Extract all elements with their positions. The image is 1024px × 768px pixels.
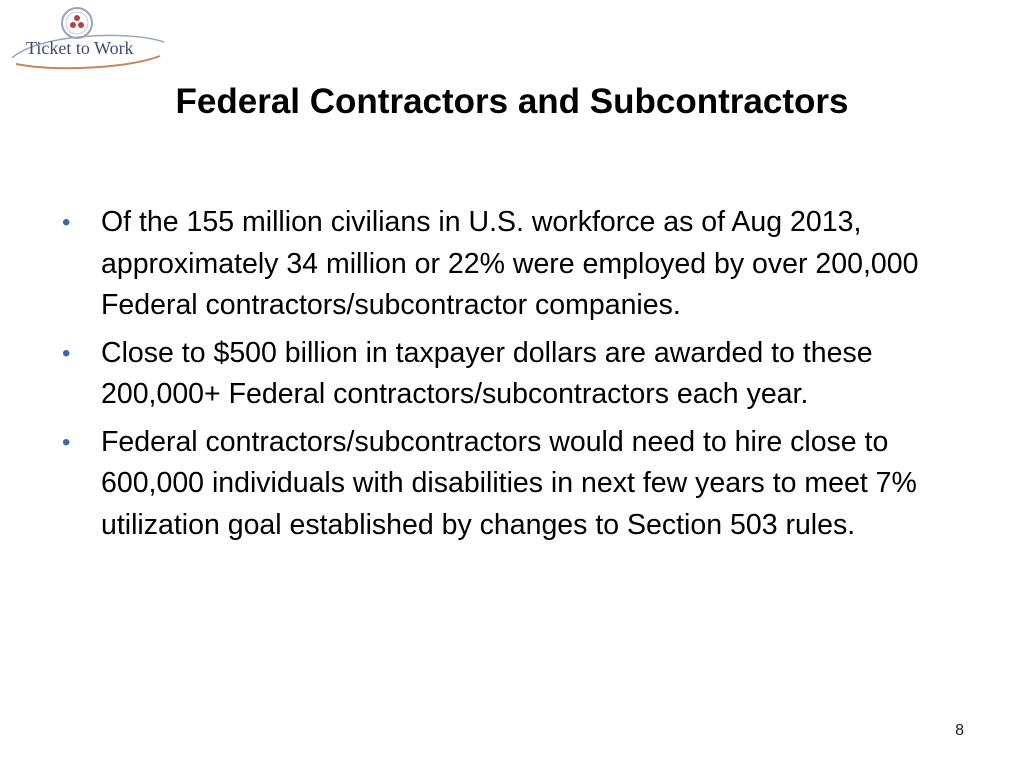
page-number: 8 [955, 722, 964, 739]
bullet-dot-icon: • [62, 209, 71, 236]
slide-title: Federal Contractors and Subcontractors [175, 82, 849, 121]
bullet-item [60, 202, 970, 327]
bullet-item [60, 333, 970, 416]
ticket-to-work-logo [8, 6, 168, 70]
logo-text: Ticket to Work [26, 38, 134, 58]
bullet-list [60, 202, 970, 552]
bullet-dot-icon: • [62, 339, 71, 367]
bullet-text: Close to $500 billion in taxpayer dollars are awarded to these 200,000+ Federal contractors/subcontractors each year. [101, 336, 873, 410]
bullet-text: Of the 155 million civilians in U.S. workforce as of Aug 2013, approximately 34 million or 22% were employed by over 200,000 Federal contractors/subcontractor companies. [101, 206, 919, 321]
bullet-text: Federal contractors/subcontractors would need to hire close to 600,000 individuals with disabilities in next few years to meet 7% utilization goal established by changes to Section 503 rules. [101, 425, 917, 541]
bullet-item [60, 422, 970, 547]
bullet-dot-icon: • [62, 428, 71, 456]
